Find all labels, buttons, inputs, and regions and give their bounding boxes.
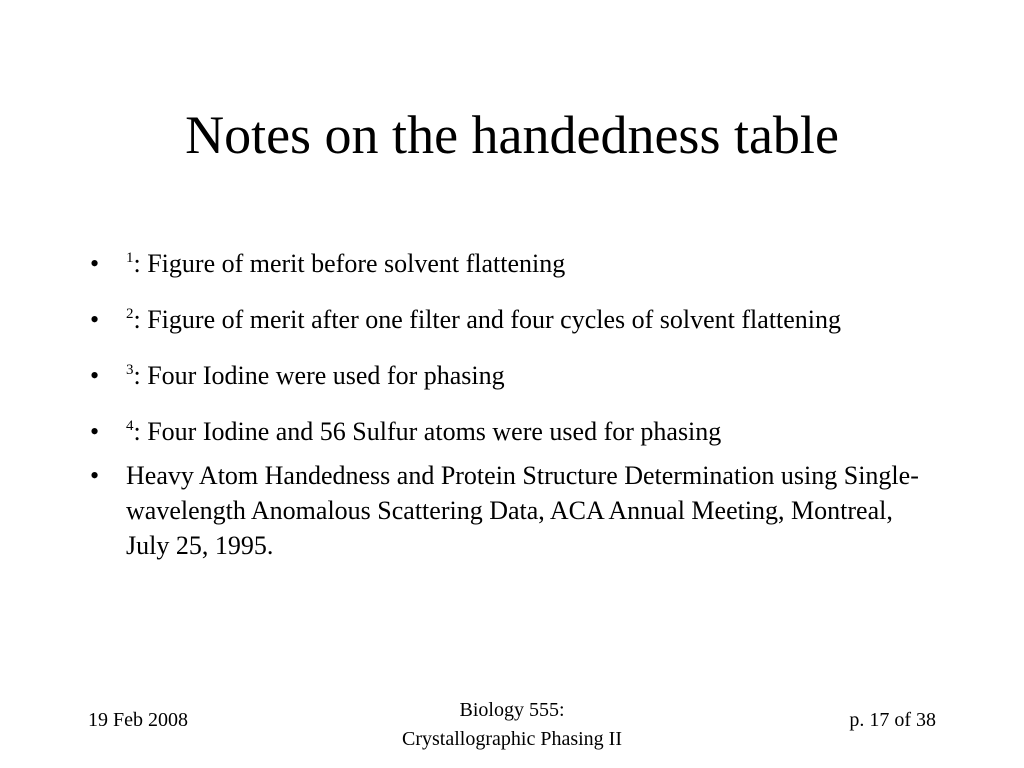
bullet-text: : Four Iodine and 56 Sulfur atoms were used for phasing (133, 417, 722, 446)
footer-page-number: p. 17 of 38 (849, 709, 936, 731)
footnote-number: 1 (126, 250, 134, 266)
bullet-item-4 (90, 404, 930, 460)
bullet-text: : Four Iodine were used for phasing (133, 361, 505, 390)
bullet-marker: • (90, 249, 100, 278)
bullet-item-5 (90, 458, 930, 563)
slide-title: Notes on the handedness table (185, 105, 839, 165)
bullet-list (90, 236, 930, 563)
bullet-item-3 (90, 348, 930, 404)
footnote-number: 2 (126, 306, 134, 322)
bullet-item-2 (90, 292, 930, 348)
footer-date: 19 Feb 2008 (88, 709, 188, 731)
bullet-marker: • (90, 305, 100, 334)
bullet-marker: • (90, 361, 100, 390)
footnote-number: 3 (126, 362, 134, 378)
footer-course-line-2: Crystallographic Phasing II (402, 728, 622, 750)
bullet-item-1 (90, 236, 930, 292)
footnote-number: 4 (126, 418, 134, 434)
bullet-text: Heavy Atom Handedness and Protein Structure Determination using Single-wavelength Anomalous Scattering Data, ACA Annual Meeting, Montreal, July 25, 1995. (126, 461, 919, 560)
bullet-text: : Figure of merit before solvent flattening (133, 249, 566, 278)
bullet-marker: • (90, 417, 100, 446)
bullet-text: : Figure of merit after one filter and four cycles of solvent flattening (133, 305, 842, 334)
footer-course-line-1: Biology 555: (459, 699, 565, 721)
bullet-marker: • (90, 461, 100, 490)
